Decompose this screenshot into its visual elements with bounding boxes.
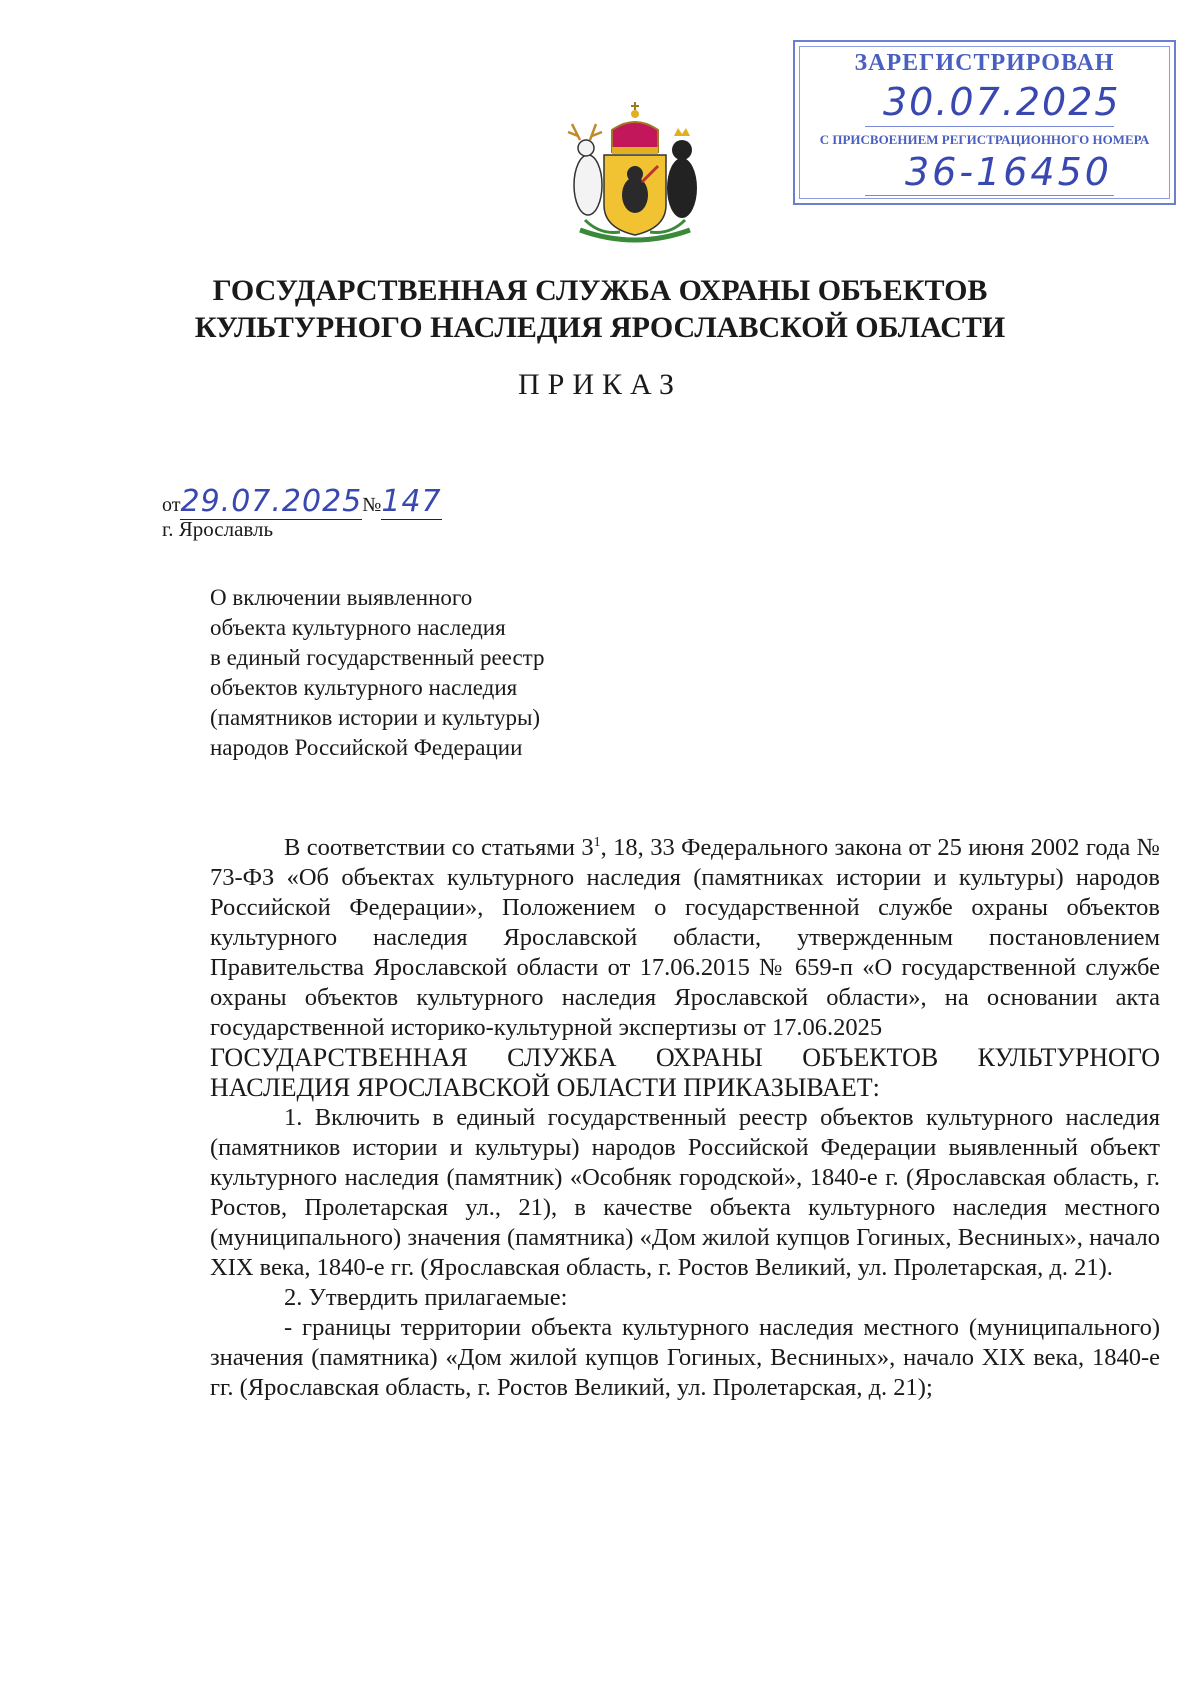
subject-line: народов Российской Федерации <box>210 735 523 760</box>
subject-line: объектов культурного наследия <box>210 675 518 700</box>
item-2-sub-paragraph: - границы территории объекта культурного наследия местного (муниципального) значения (памятника) «Дом жилой купцов Гогиных, Весниных», начало XIX века, 1840-е гг. (Ярославская область, г. Ростов Великий, ул. Пролетарская, д. 21); <box>210 1314 1160 1402</box>
stamp-date: 30.07.2025 <box>883 80 1121 124</box>
stamp-number-line <box>865 195 1114 196</box>
subject-line: (памятников истории и культуры) <box>210 705 541 730</box>
subject-line: объекта культурного наследия <box>210 615 506 640</box>
agency-name-line1: ГОСУДАРСТВЕННАЯ СЛУЖБА ОХРАНЫ ОБЪЕКТОВ <box>212 274 988 307</box>
stamp-subheading: С ПРИСВОЕНИЕМ РЕГИСТРАЦИОННОГО НОМЕРА <box>819 132 1150 147</box>
preamble-text-b: , 18, 33 Федерального закона от 25 июня 2002 года № 73-ФЗ «Об объектах культурного наследия (памятниках истории и культуры) народов Российской Федерации», Положением о государственной службе охраны объектов культурного наследия Ярославской области, утвержденным постановлением Правительства Ярославской области от 17.06.2015 № 659-п «О государственной службе охраны объектов культурного наследия Ярославской области», на основании акта государственной историко-культурной экспертизы от 17.06.2025 <box>210 834 1160 1042</box>
stamp-date-line <box>865 126 1114 127</box>
item-1-paragraph: 1. Включить в единый государственный реестр объектов культурного наследия (памятников истории и культуры) народов Российской Федерации выявленный объект культурного наследия (памятник) «Особняк городской», 1840-е г. (Ярославская область, г. Ростов, Пролетарская ул., 21), в качестве объекта культурного наследия местного (муниципального) значения (памятника) «Дом жилой купцов Гогиных, Весниных», начало XIX века, 1840-е гг. (Ярославская область, г. Ростов Великий, ул. Пролетарская, д. 21). <box>210 1104 1160 1282</box>
number-prefix: № <box>362 494 382 516</box>
preamble-paragraph <box>210 828 1160 1043</box>
date-prefix: от <box>162 494 181 516</box>
document-type: ПРИКАЗ <box>518 368 682 401</box>
order-number: 147 <box>381 484 442 519</box>
item-2-paragraph: 2. Утвердить прилагаемые: <box>284 1284 568 1312</box>
stamp-heading: ЗАРЕГИСТРИРОВАН <box>854 50 1115 76</box>
subject-line: О включении выявленного <box>210 585 473 610</box>
agency-name <box>0 272 1200 346</box>
city: г. Ярославль <box>162 517 274 541</box>
stamp-number: 36-16450 <box>905 150 1112 194</box>
order-body <box>210 828 1160 1403</box>
order-subject <box>210 583 545 763</box>
yaroslavl-coat-of-arms-icon <box>560 100 710 245</box>
registration-stamp <box>793 40 1176 205</box>
subject-line: в единый государственный реестр <box>210 645 545 670</box>
preamble-text-a: В соответствии со статьями 3 <box>284 834 594 862</box>
article-superscript: 1 <box>593 835 601 850</box>
order-date: 29.07.2025 <box>180 484 363 519</box>
directive-paragraph: ГОСУДАРСТВЕННАЯ СЛУЖБА ОХРАНЫ ОБЪЕКТОВ КУЛЬТУРНОГО НАСЛЕДИЯ ЯРОСЛАВСКОЙ ОБЛАСТИ ПРИКАЗЫВАЕТ: <box>210 1043 1160 1103</box>
date-number-line <box>162 484 442 519</box>
agency-name-line2: КУЛЬТУРНОГО НАСЛЕДИЯ ЯРОСЛАВСКОЙ ОБЛАСТИ <box>194 311 1006 344</box>
